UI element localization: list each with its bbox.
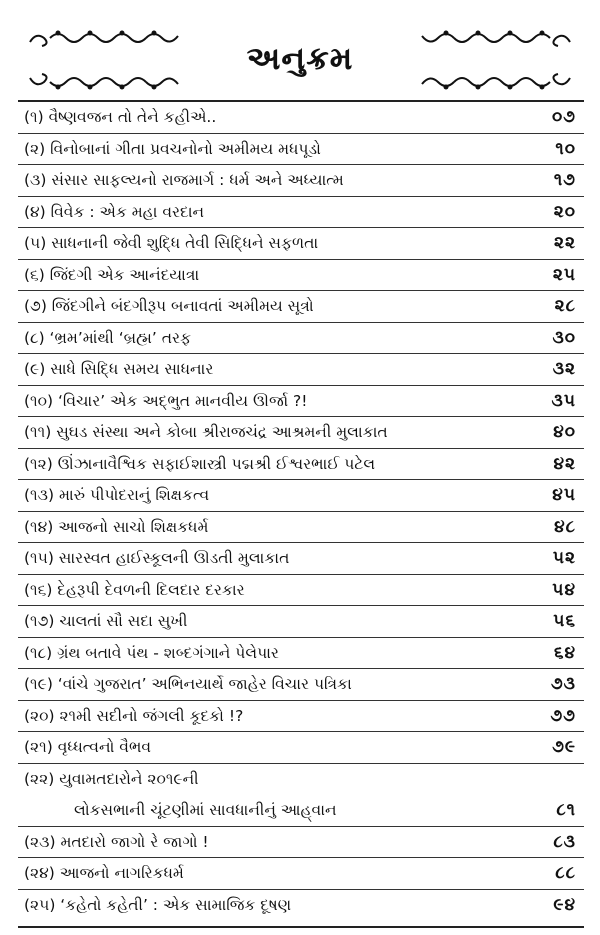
toc-row [18,669,584,701]
toc-entry-title: (૧૧) સુઘડ સંસ્થા અને કોબા શ્રીરાજચંદ્ર આશ્રમની મુલાકાત [24,423,388,441]
toc-row [18,543,584,575]
toc-page-number: ૭૯ [552,737,576,757]
toc-page-number: ૧૦ [555,138,576,159]
toc-row [18,858,584,890]
toc-page-number: ૪૦ [553,422,576,442]
page-title: અનુક્રમ [246,39,354,77]
toc-row [18,606,584,638]
toc-row [18,764,584,827]
toc-entry-title: (૨૩) મતદારો જાગો રે જાગો ! [24,832,209,851]
toc-row [18,228,584,260]
toc-entry-title: (૧૬) દેહરૂપી દેવળની દિલદાર દરકાર [24,580,245,599]
toc-entry-title: (૧૫) સારસ્વત હાઈસ્કૂલની ઊડતી મુલાકાત [24,549,290,567]
toc-row [18,417,584,449]
toc-entry-title: (૩) સંસાર સાફલ્યનો રાજમાર્ગ : ધર્મ અને અધ્યાત્મ [24,171,344,189]
toc-row [18,197,584,229]
toc-page-number: ૮૮ [555,863,576,883]
toc-entry-title: (૨) વિનોબાનાં ગીતા પ્રવચનોનો અમીમય મધપૂડો [24,139,321,158]
toc-page-number: ૬૪ [553,642,576,663]
toc-entry-title: (૭) જિંદગીને બંદગીરૂપ બનાવતાં અમીમય સૂત્રો [24,297,314,315]
toc-row [18,638,584,670]
toc-entry-title: (૧૩) મારું પીપોદરાનું શિક્ષકત્વ [24,486,210,504]
toc-entry-title: (૮) ‘ભ્રમ’માંથી ‘બ્રહ્મ’ તરફ [24,328,192,347]
toc-entry-title: (૬) જિંદગી એક આનંદયાત્રા [24,265,200,284]
toc-entry-title: (૨૦) ૨૧મી સદીનો જંગલી કૂદકો !? [24,706,244,725]
toc-page-number: ૩૦ [552,327,576,348]
toc-entry-title: (૨૧) વૃધ્ધત્વનો વૈભવ [24,738,152,756]
toc-page-number: ૭૭ [550,705,576,726]
toc-entry-title: (૧) વૈષ્ણવજન તો તેને કહીએ.. [24,108,217,126]
toc-page-number: ૩૨ [552,359,576,379]
toc-row [18,291,584,323]
toc-page-number: ૦૭ [551,107,576,127]
toc-row [18,890,584,922]
toc-entry-title: (૯) સાધે સિદ્ધિ સમય સાધનાર [24,360,214,378]
toc-page-number: ૨૫ [552,264,576,285]
toc-row [18,449,584,481]
toc-page-number: ૫૬ [553,611,576,631]
toc-entry-title: (૫) સાધનાની જેવી શુદ્ધિ તેવી સિદ્ધિને સફળતા [24,234,319,252]
toc-row [18,575,584,607]
toc-page-number: ૮૩ [553,831,576,852]
toc-row [18,827,584,859]
toc-entry-title: (૪) વિવેક : એક મહા વરદાન [24,202,205,221]
toc-entry-title-continued: લોકસભાની ચૂંટણીમાં સાવધાનીનું આહ્‌વાન [74,800,337,819]
toc-entry-title: (૨૨) યુવામતદારોને ૨૦૧૯ની [24,769,199,788]
toc-entry-title: (૧૨) ઊંઝાનાવૈશ્વિક સફાઈશાસ્ત્રી પદ્મશ્રી ઈશ્વરભાઈ પટેલ [24,454,376,473]
toc-row [18,354,584,386]
toc-entry-title: (૧૪) આજનો સાચો શિક્ષકધર્મ [24,517,209,536]
toc-entry-title: (૧૮) ગ્રંથ બતાવે પંથ - શબ્દગંગાને પેલેપાર [24,643,279,662]
toc-row [18,165,584,197]
toc-page-number: ૨૨ [554,233,576,253]
table-of-contents [18,100,584,928]
toc-page-number: ૨૦ [553,201,576,222]
toc-entry-title: (૨૪) આજનો નાગરિકધર્મ [24,864,184,882]
toc-entry-title: (૨૫) ‘કહેતો કહેતી’ : એક સામાજિક દૂષણ [24,895,292,914]
toc-page-number: ૭૩ [550,674,576,694]
toc-row [18,260,584,292]
toc-entry-title: (૧૭) ચાલતાં સૌ સદા સુખી [24,612,188,630]
toc-page-number: ૪૮ [554,516,576,537]
toc-page-number: ૫૪ [552,579,576,600]
toc-page-number: ૪૨ [553,453,576,474]
toc-row [18,732,584,764]
toc-row [18,701,584,733]
toc-row [18,102,584,134]
toc-row [18,386,584,418]
toc-entry-title: (૧૦) ‘વિચાર’ એક અદ્‌ભુત માનવીય ઊર્જા ?! [24,391,308,410]
toc-row [18,480,584,512]
toc-page-number: ૨૮ [554,296,576,316]
toc-page-number: ૧૭ [553,170,576,190]
toc-row [18,512,584,544]
toc-page-number: ૮૧ [556,799,576,820]
toc-row [18,134,584,166]
toc-page-number: ૩૫ [551,390,576,411]
toc-page-number: ૫૨ [552,548,576,568]
toc-page-number: ૪૫ [552,485,576,505]
toc-row [18,323,584,355]
toc-entry-title: (૧૯) ‘વાંચે ગુજરાત’ અભિનયાર્થે જાહેર વિચાર પત્રિકા [24,675,352,693]
header [0,0,600,100]
toc-page-number: ૯૪ [553,894,576,915]
